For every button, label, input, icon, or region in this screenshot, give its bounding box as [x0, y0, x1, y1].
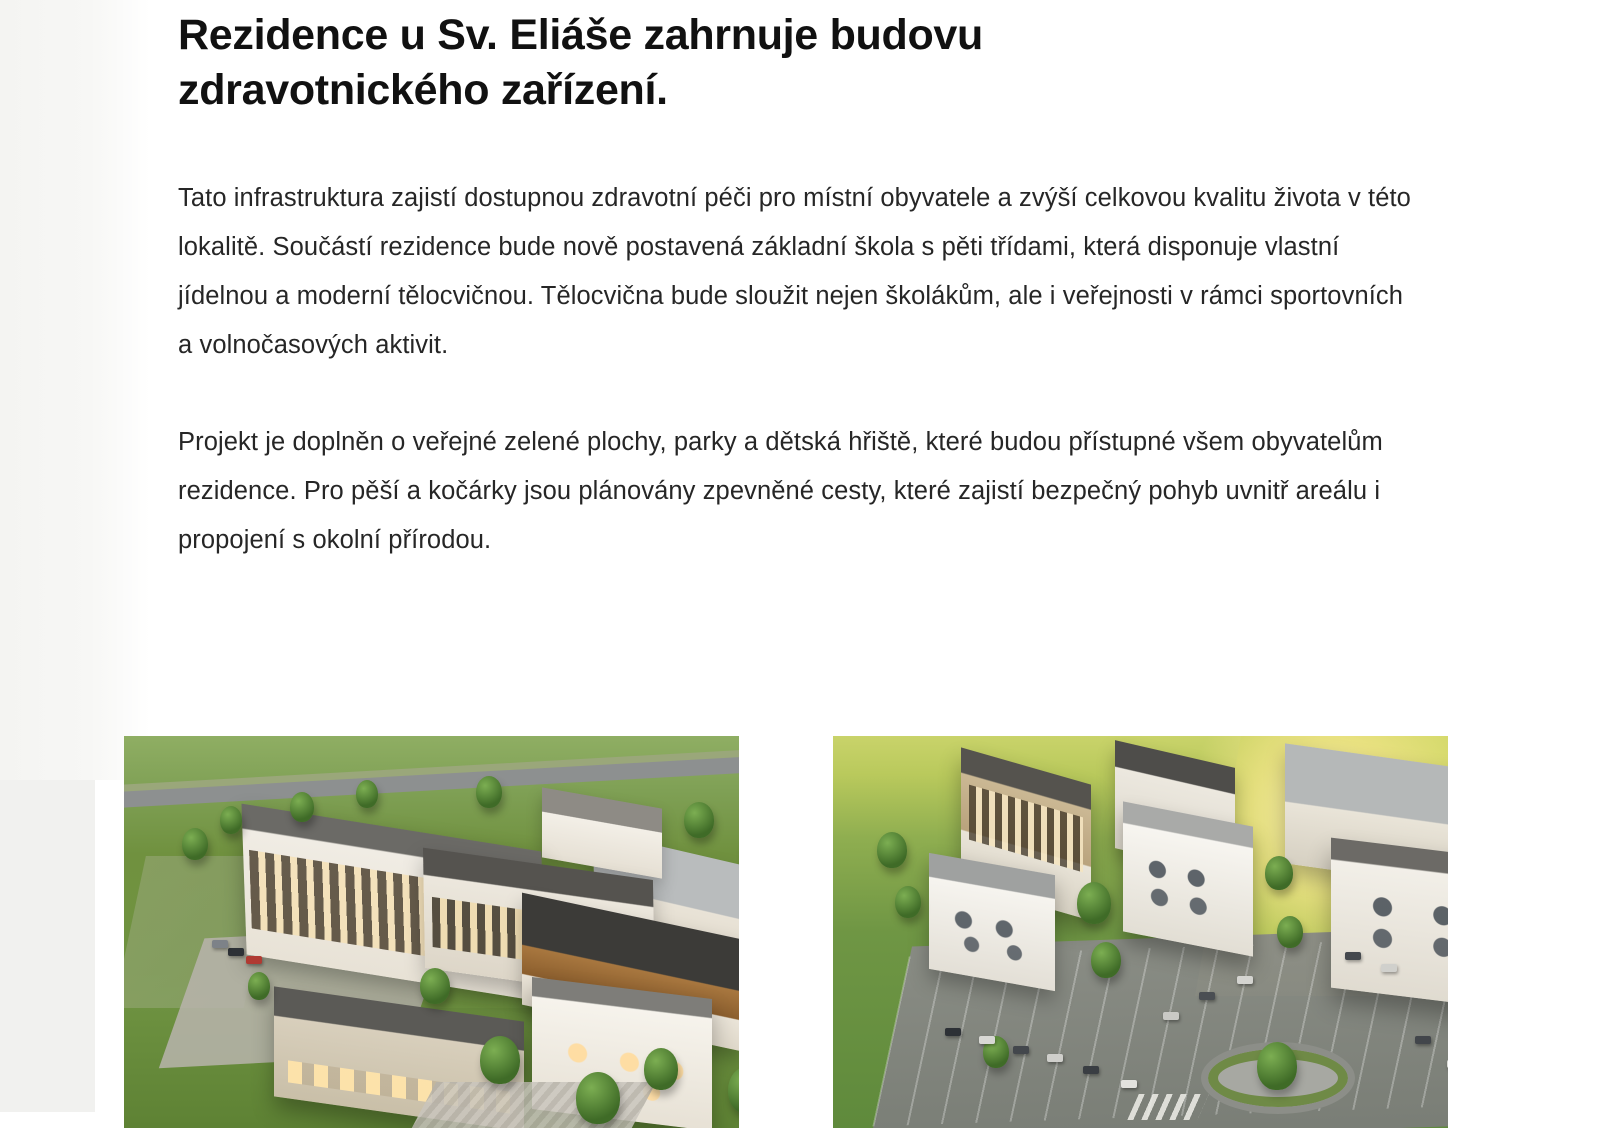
- building-apartment-block-2: [929, 853, 1055, 991]
- parked-car: [212, 940, 228, 948]
- tree: [480, 1036, 520, 1084]
- tree: [248, 972, 270, 1000]
- tree: [1091, 942, 1121, 978]
- image-gallery: [84, 720, 1488, 1112]
- tree: [576, 1072, 620, 1124]
- article-paragraph-1: Tato infrastruktura zajistí dostupnou zdravotní péči pro místní obyvatele a zvýší celkovou kvalitu života v této lokalitě. Součástí rezidence bude nově postavená základní škola s pěti třídami, která disponuje vlastní jídelnou a moderní tělocvičnou. Tělocvična bude sloužit nejen školákům, ale i veřejnosti v rámci sportovních a volnočasových aktivit.: [178, 184, 1411, 359]
- parked-car: [228, 948, 244, 956]
- gallery-image-residence-parking[interactable]: [833, 736, 1448, 1128]
- parked-car: [1083, 1066, 1099, 1074]
- page-background-lower-left: [0, 780, 95, 1112]
- article-paragraph-2: Projekt je doplněn o veřejné zelené plochy, parky a dětská hřiště, které budou přístupné všem obyvatelům rezidence. Pro pěší a kočárky jsou plánovány zpevněné cesty, které zajistí bezpečný pohyb uvnitř areálu i propojení s okolní přírodou.: [178, 427, 1383, 554]
- parked-car: [1345, 952, 1361, 960]
- parked-car: [1163, 1012, 1179, 1020]
- parked-car: [1121, 1080, 1137, 1088]
- page-background-panel: [0, 0, 150, 780]
- tree: [877, 832, 907, 868]
- gallery-image-school-residence[interactable]: [124, 736, 739, 1128]
- tree: [1257, 1042, 1297, 1090]
- tree: [1265, 856, 1293, 890]
- tree: [356, 780, 378, 808]
- tree: [644, 1048, 678, 1090]
- tree: [1277, 916, 1303, 948]
- building-apartment-block-4: [1123, 801, 1253, 956]
- parked-car: [1237, 976, 1253, 984]
- tree: [420, 968, 450, 1004]
- tree: [895, 886, 921, 918]
- building-apartment-block-6: [1331, 838, 1448, 1009]
- page-title: Rezidence u Sv. Eliáše zahrnuje budovu zdravotnického zařízení.: [178, 11, 984, 115]
- parked-car: [1415, 1036, 1431, 1044]
- article-content: [178, 0, 1458, 565]
- tree: [182, 828, 208, 860]
- tree: [684, 802, 714, 838]
- tree: [476, 776, 502, 808]
- parked-car: [1013, 1046, 1029, 1054]
- tree: [1077, 882, 1111, 924]
- parked-car: [1447, 1060, 1448, 1068]
- parked-car: [945, 1028, 961, 1036]
- tree: [290, 792, 314, 822]
- tree: [220, 806, 242, 834]
- parked-car: [1381, 964, 1397, 972]
- parked-car: [1199, 992, 1215, 1000]
- crosswalk: [1127, 1094, 1209, 1120]
- parked-car: [979, 1036, 995, 1044]
- parked-car: [1047, 1054, 1063, 1062]
- parked-car: [246, 956, 262, 964]
